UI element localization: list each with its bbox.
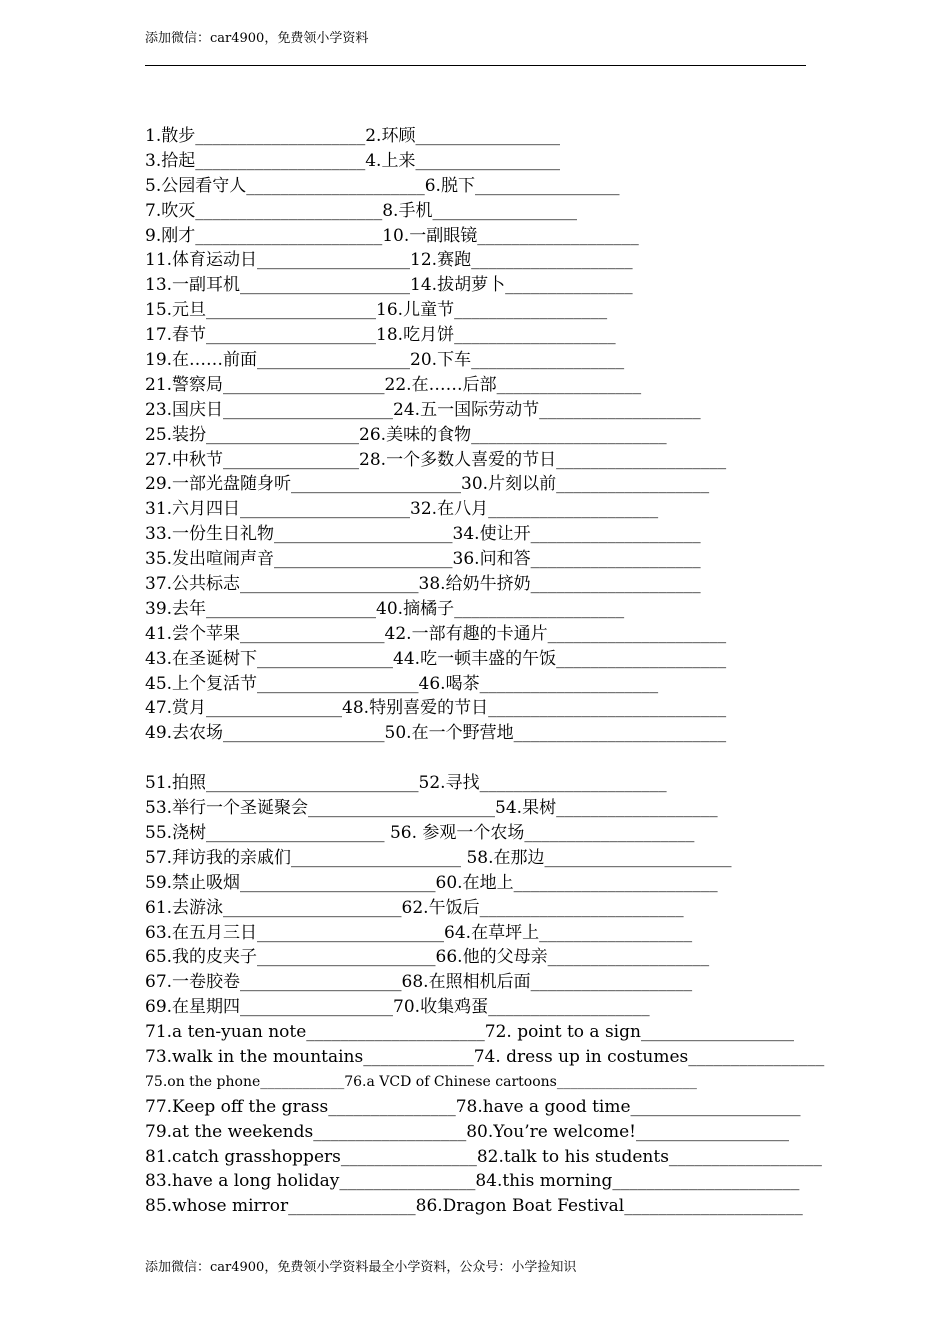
worksheet-line: 57.拜访我的亲戚们____________________ 58.在那边______________________ <box>145 847 732 868</box>
worksheet-line: 75.on the phone____________76.a VCD of Chinese cartoons____________________ <box>145 1073 697 1090</box>
worksheet-line: 17.春节____________________18.吃月饼___________________ <box>145 325 616 346</box>
worksheet-line: 43.在圣诞树下________________44.吃一顿丰盛的午饭____________________ <box>145 648 727 669</box>
worksheet-line: 41.尝个苹果_________________42.一部有趣的卡通片_____________________ <box>145 623 727 644</box>
worksheet-line: 31.六月四日____________________32.在八月____________________ <box>145 499 659 520</box>
worksheet-line: 77.Keep off the grass_______________78.have a good time____________________ <box>145 1096 801 1117</box>
worksheet-line: 23.国庆日____________________24.五一国际劳动节___________________ <box>145 399 701 420</box>
worksheet-line: 59.禁止吸烟_______________________60.在地上________________________ <box>145 872 718 893</box>
worksheet-line: 83.have a long holiday________________84.this morning______________________ <box>145 1171 800 1192</box>
worksheet-line: 35.发出喧闹声音_____________________36.问和答____________________ <box>145 549 701 570</box>
worksheet-line: 67.一卷胶卷___________________68.在照相机后面___________________ <box>145 972 693 993</box>
worksheet-line: 63.在五月三日______________________64.在草坪上__________________ <box>145 922 693 943</box>
worksheet-line: 49.去农场___________________50.在一个野营地_________________________ <box>145 723 727 744</box>
worksheet-line: 25.装扮__________________26.美味的食物_______________________ <box>145 424 667 445</box>
worksheet-line: 7.吹灭______________________8.手机_________________ <box>145 200 577 221</box>
worksheet <box>145 124 825 1219</box>
page-footer: 添加微信：car4900，免费领小学资料最全小学资料，公众号：小学捡知识 <box>145 1260 577 1275</box>
worksheet-line: 85.whose mirror_______________86.Dragon Boat Festival_____________________ <box>145 1196 803 1217</box>
worksheet-line: 13.一副耳机____________________14.拔胡萝卜_______________ <box>145 275 633 296</box>
worksheet-line: 3.拾起____________________4.上来_________________ <box>145 150 560 171</box>
worksheet-line: 79.at the weekends__________________80.You’re welcome!__________________ <box>145 1121 790 1142</box>
worksheet-line: 73.walk in the mountains_____________74. dress up in costumes________________ <box>145 1046 825 1067</box>
worksheet-line: 11.体育运动日__________________12.赛跑___________________ <box>145 250 633 271</box>
worksheet-line: 45.上个复活节___________________46.喝茶_____________________ <box>145 673 659 694</box>
worksheet-line: 51.拍照_________________________52.寻找______________________ <box>145 773 667 794</box>
header-divider <box>145 65 806 66</box>
worksheet-line: 9.刚才______________________10.一副眼镜___________________ <box>145 225 639 246</box>
worksheet-line: 21.警察局___________________22.在……后部_________________ <box>145 374 642 395</box>
worksheet-line: 29.一部光盘随身听____________________30.片刻以前__________________ <box>145 474 710 495</box>
worksheet-line: 61.去游泳_____________________62.午饭后________________________ <box>145 897 684 918</box>
worksheet-line: 39.去年____________________40.摘橘子____________________ <box>145 598 625 619</box>
worksheet-line: 27.中秋节________________28.一个多数人喜爱的节日____________________ <box>145 449 727 470</box>
worksheet-line: 81.catch grasshoppers________________82.talk to his students__________________ <box>145 1146 822 1167</box>
section-gap <box>145 746 810 771</box>
worksheet-line: 1.散步____________________2.环顾_________________ <box>145 126 560 146</box>
worksheet-line: 33.一份生日礼物_____________________34.使让开____________________ <box>145 524 701 545</box>
worksheet-line: 69.在星期四__________________70.收集鸡蛋___________________ <box>145 997 650 1018</box>
page-header: 添加微信：car4900，免费领小学资料 <box>145 31 369 46</box>
worksheet-line: 47.赏月________________48.特别喜爱的节日____________________________ <box>145 698 727 719</box>
worksheet-line: 65.我的皮夹子_____________________66.他的父母亲___________________ <box>145 947 710 968</box>
worksheet-line: 53.举行一个圣诞聚会______________________54.果树___________________ <box>145 798 718 819</box>
worksheet-line: 71.a ten-yuan note_____________________72. point to a sign__________________ <box>145 1022 794 1043</box>
worksheet-line: 19.在……前面__________________20.下车__________________ <box>145 350 625 371</box>
worksheet-line: 5.公园看守人_____________________6.脱下_________________ <box>145 175 620 196</box>
worksheet-line: 15.元旦____________________16.儿童节__________________ <box>145 300 608 321</box>
worksheet-line: 55.浇树_____________________ 56. 参观一个农场____________________ <box>145 822 695 843</box>
worksheet-line: 37.公共标志_____________________38.给奶牛挤奶____________________ <box>145 574 701 595</box>
